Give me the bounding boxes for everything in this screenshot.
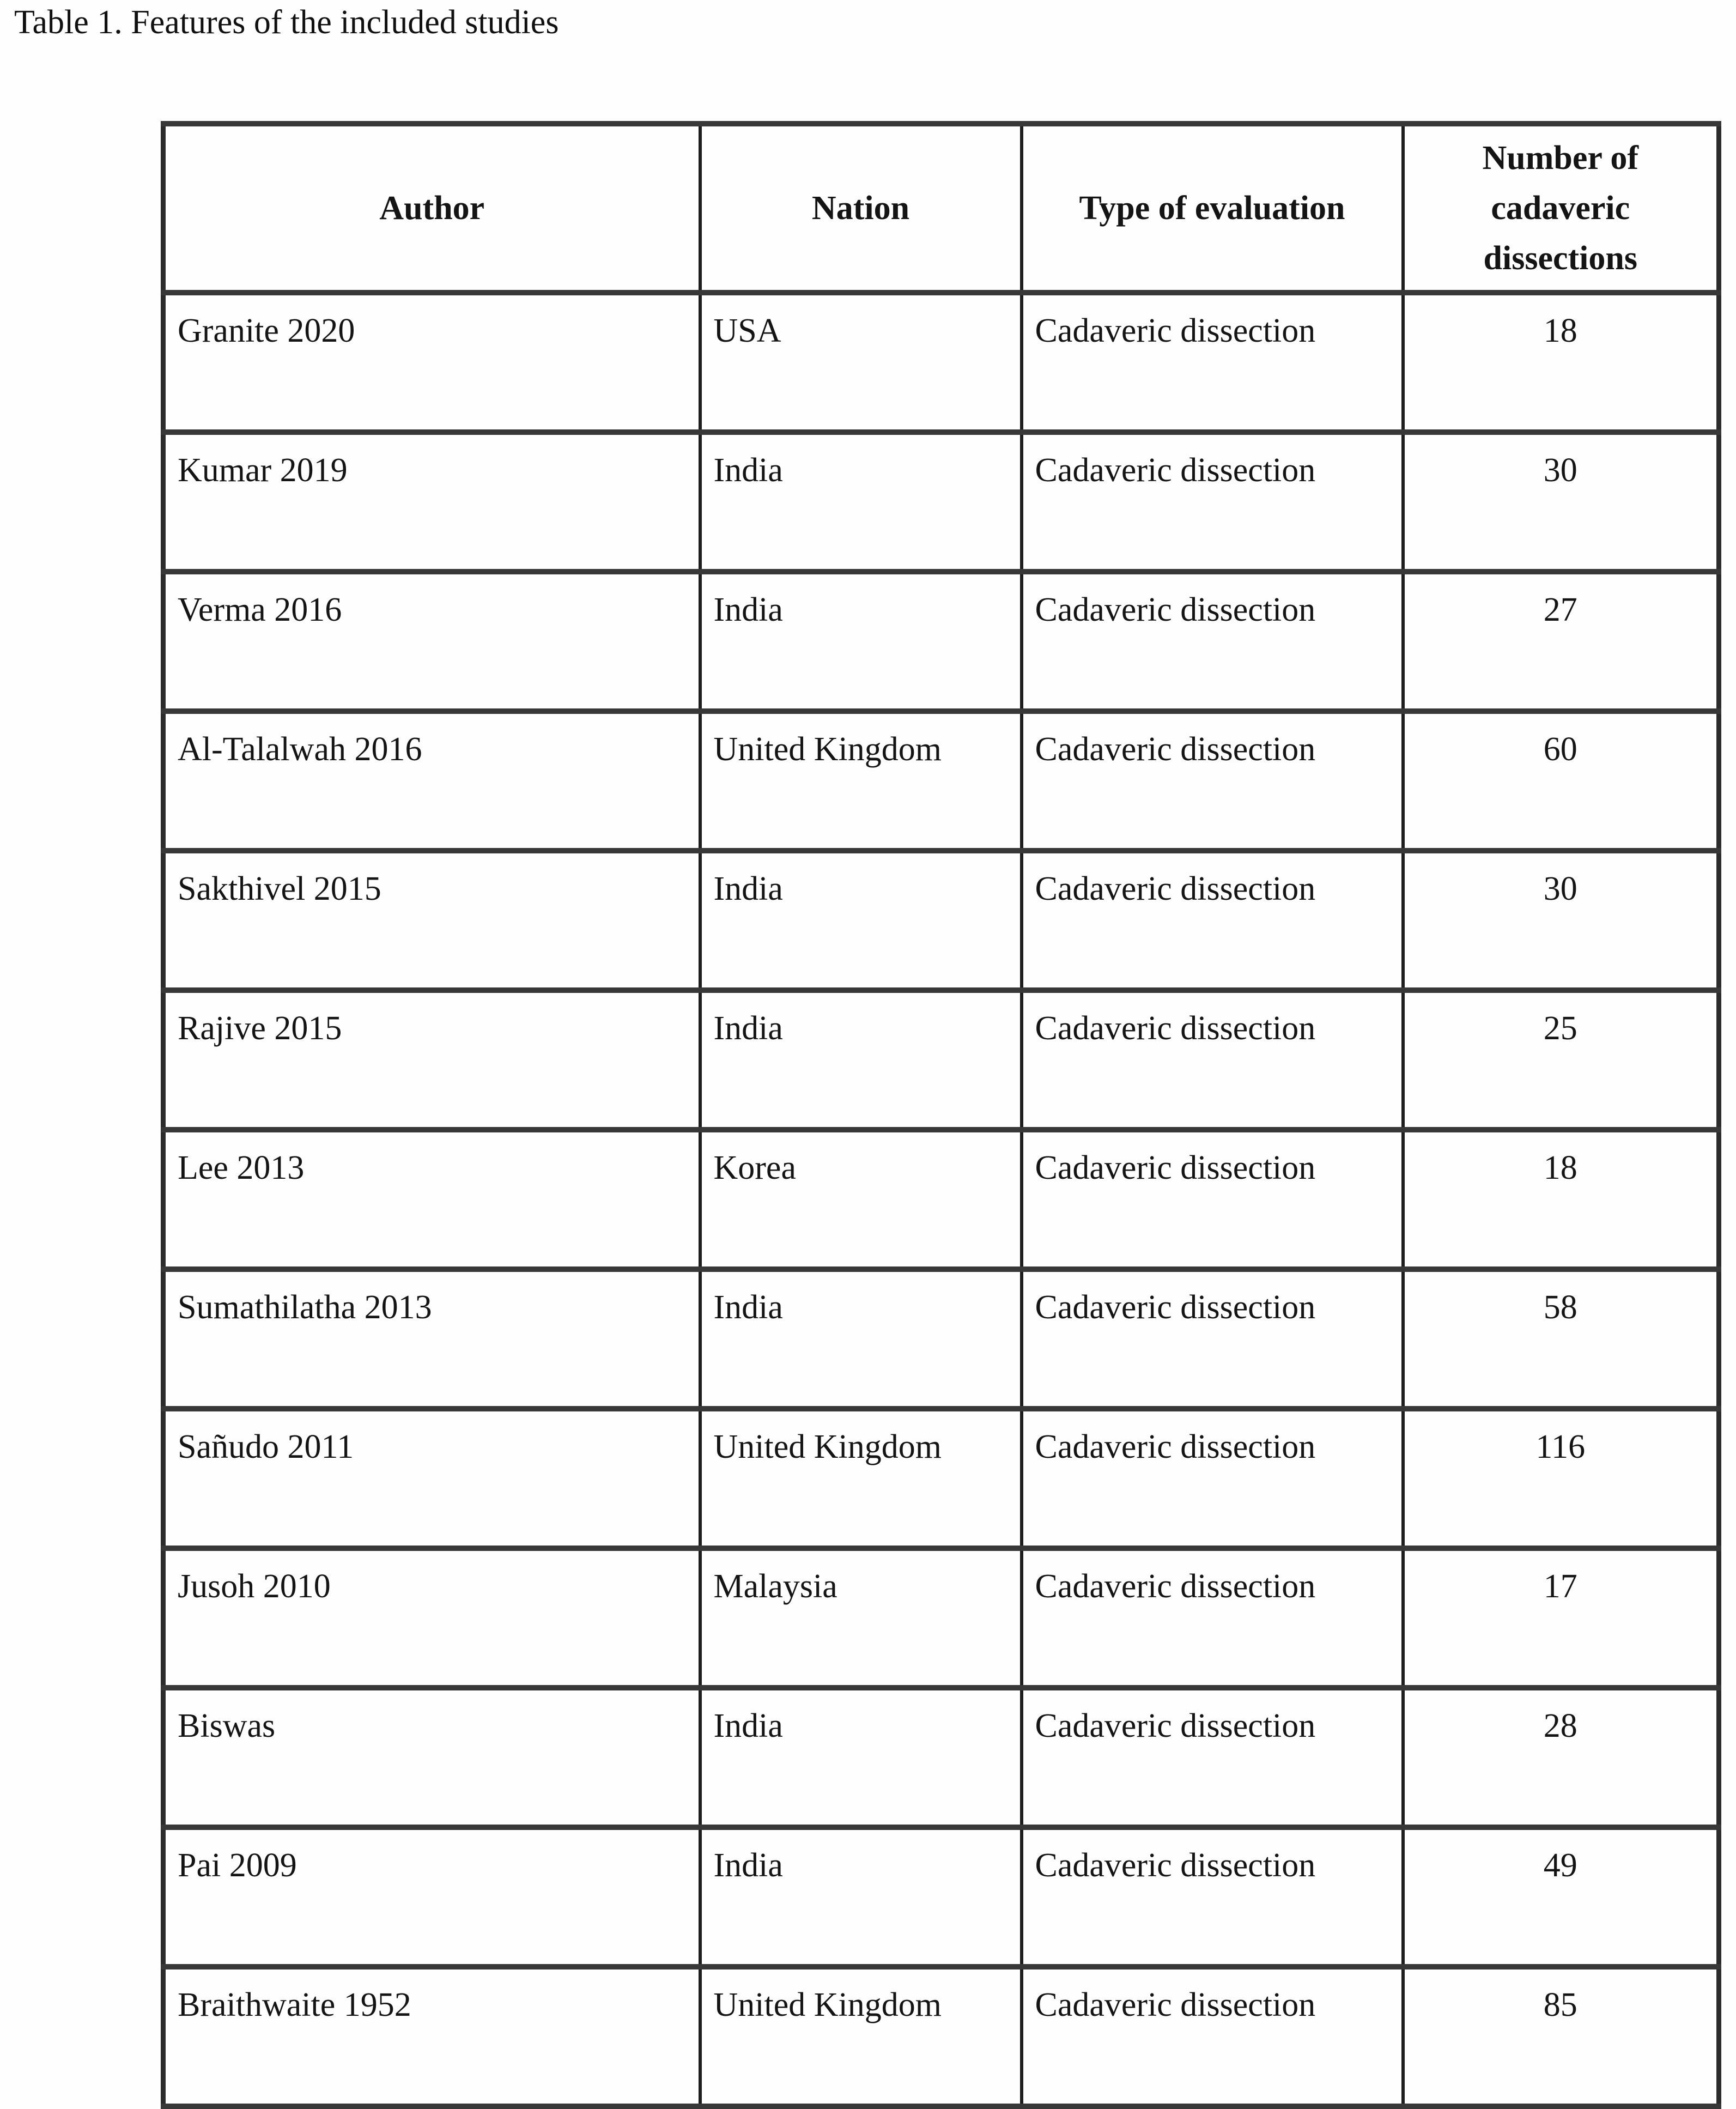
table-row	[163, 711, 1719, 851]
evaluation-cell: Cadaveric dissection	[1022, 572, 1403, 711]
table-row	[163, 1130, 1719, 1269]
column-header-nation: Nation	[700, 124, 1022, 293]
column-header-evaluation: Type of evaluation	[1022, 124, 1403, 293]
nation-cell: United Kingdom	[700, 1409, 1022, 1548]
author-cell: Granite 2020	[163, 293, 700, 432]
nation-cell: Korea	[700, 1130, 1022, 1269]
evaluation-cell: Cadaveric dissection	[1022, 1269, 1403, 1409]
dissections-cell: 25	[1403, 990, 1719, 1130]
nation-cell: India	[700, 851, 1022, 990]
table-caption: Table 1. Features of the included studies	[14, 4, 559, 41]
nation-cell: United Kingdom	[700, 1967, 1022, 2106]
evaluation-cell: Cadaveric dissection	[1022, 1688, 1403, 1827]
table-row	[163, 432, 1719, 572]
table-row	[163, 572, 1719, 711]
author-cell: Rajive 2015	[163, 990, 700, 1130]
evaluation-cell: Cadaveric dissection	[1022, 1827, 1403, 1967]
table-body	[163, 293, 1719, 2106]
included-studies-table	[161, 121, 1721, 2109]
nation-cell: India	[700, 572, 1022, 711]
author-cell: Sakthivel 2015	[163, 851, 700, 990]
evaluation-cell: Cadaveric dissection	[1022, 851, 1403, 990]
table-row	[163, 1967, 1719, 2106]
table-header	[163, 124, 1719, 293]
author-cell: Biswas	[163, 1688, 700, 1827]
nation-cell: India	[700, 432, 1022, 572]
dissections-cell: 18	[1403, 293, 1719, 432]
author-cell: Verma 2016	[163, 572, 700, 711]
author-cell: Jusoh 2010	[163, 1548, 700, 1688]
column-header-dissections: Number of cadaveric dissections	[1403, 124, 1719, 293]
column-header-author: Author	[163, 124, 700, 293]
author-cell: Al-Talalwah 2016	[163, 711, 700, 851]
evaluation-cell: Cadaveric dissection	[1022, 1967, 1403, 2106]
dissections-cell: 30	[1403, 432, 1719, 572]
dissections-cell: 116	[1403, 1409, 1719, 1548]
dissections-cell: 85	[1403, 1967, 1719, 2106]
table-row	[163, 1269, 1719, 1409]
dissections-cell: 17	[1403, 1548, 1719, 1688]
table-row	[163, 851, 1719, 990]
author-cell: Lee 2013	[163, 1130, 700, 1269]
nation-cell: India	[700, 1688, 1022, 1827]
table-row	[163, 1688, 1719, 1827]
dissections-cell: 18	[1403, 1130, 1719, 1269]
author-cell: Kumar 2019	[163, 432, 700, 572]
evaluation-cell: Cadaveric dissection	[1022, 711, 1403, 851]
nation-cell: USA	[700, 293, 1022, 432]
dissections-cell: 58	[1403, 1269, 1719, 1409]
nation-cell: India	[700, 1269, 1022, 1409]
evaluation-cell: Cadaveric dissection	[1022, 990, 1403, 1130]
table-row	[163, 1827, 1719, 1967]
evaluation-cell: Cadaveric dissection	[1022, 1130, 1403, 1269]
nation-cell: Malaysia	[700, 1548, 1022, 1688]
evaluation-cell: Cadaveric dissection	[1022, 1409, 1403, 1548]
table-row	[163, 990, 1719, 1130]
table-row	[163, 293, 1719, 432]
evaluation-cell: Cadaveric dissection	[1022, 293, 1403, 432]
author-cell: Sumathilatha 2013	[163, 1269, 700, 1409]
author-cell: Pai 2009	[163, 1827, 700, 1967]
dissections-cell: 30	[1403, 851, 1719, 990]
nation-cell: United Kingdom	[700, 711, 1022, 851]
dissections-cell: 28	[1403, 1688, 1719, 1827]
author-cell: Sañudo 2011	[163, 1409, 700, 1548]
dissections-cell: 49	[1403, 1827, 1719, 1967]
evaluation-cell: Cadaveric dissection	[1022, 1548, 1403, 1688]
dissections-cell: 60	[1403, 711, 1719, 851]
dissections-cell: 27	[1403, 572, 1719, 711]
table-row	[163, 1409, 1719, 1548]
header-row	[163, 124, 1719, 293]
nation-cell: India	[700, 990, 1022, 1130]
evaluation-cell: Cadaveric dissection	[1022, 432, 1403, 572]
nation-cell: India	[700, 1827, 1022, 1967]
table-row	[163, 1548, 1719, 1688]
author-cell: Braithwaite 1952	[163, 1967, 700, 2106]
